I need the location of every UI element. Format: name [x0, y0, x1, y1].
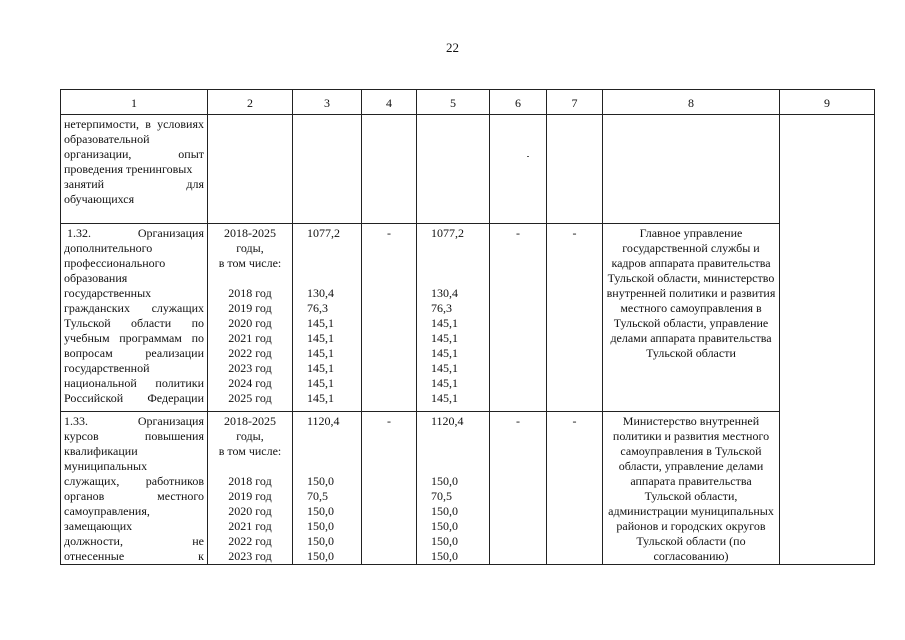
year-value: 150,0	[307, 504, 334, 518]
col6-cell: -	[490, 412, 547, 565]
description-line: для	[186, 177, 204, 191]
description-line: государственных	[64, 286, 152, 300]
year-label: 2018 год	[228, 474, 272, 488]
year-value: 145,1	[307, 346, 334, 360]
description-line: национальной политики	[64, 376, 204, 390]
period-cell	[208, 412, 293, 565]
program-table	[60, 89, 875, 565]
table-row	[61, 115, 875, 224]
description-line: 1.33. Организация	[64, 414, 204, 428]
header-col-4: 4	[362, 90, 417, 115]
col5-cell	[417, 115, 490, 224]
header-col-6: 6	[490, 90, 547, 115]
period-cell	[208, 115, 293, 224]
year-value: 150,0	[431, 474, 458, 488]
year-value: 150,0	[431, 534, 458, 548]
year-value: 150,0	[431, 549, 458, 563]
header-col-1: 1	[61, 90, 208, 115]
description-line: курсов повышения	[64, 429, 204, 443]
description-line: самоуправления,	[64, 504, 150, 518]
header-col-2: 2	[208, 90, 293, 115]
description-line: Тульской области по	[64, 316, 204, 330]
year-value: 150,0	[307, 549, 334, 563]
description-line: муниципальных	[64, 459, 148, 473]
period-cell	[208, 224, 293, 412]
col4-cell: -	[362, 224, 417, 412]
description-line: в условиях	[145, 117, 205, 131]
year-label: 2020 год	[228, 316, 272, 330]
year-label: 2022 год	[228, 534, 272, 548]
description-line: гражданских служащих	[64, 301, 204, 315]
year-value: 150,0	[431, 519, 458, 533]
description-line: органов местного	[64, 489, 204, 503]
period-line: 2018-2025	[224, 226, 276, 240]
responsible-cell	[603, 115, 780, 224]
year-label: 2021 год	[228, 331, 272, 345]
description-line: нетерпимости,	[64, 117, 140, 131]
total-value: 1120,4	[431, 414, 464, 428]
description-line: государственной	[64, 361, 150, 375]
col4-cell: -	[362, 412, 417, 565]
col7-cell	[547, 115, 603, 224]
year-value: 145,1	[307, 331, 334, 345]
year-value: 145,1	[307, 361, 334, 375]
year-value: 150,0	[307, 519, 334, 533]
year-label: 2019 год	[228, 301, 272, 315]
year-value: 145,1	[431, 361, 458, 375]
year-label: 2025 год	[228, 391, 272, 405]
responsible-cell: Главное управление государственной службы и кадров аппарата правительства Тульской области, министерство внутренней политики и развития местного самоуправления в Тульской области, управление делами аппарата правительства Тульской области	[603, 224, 780, 412]
description-line: учебным программам по	[64, 331, 204, 345]
table-row	[61, 412, 875, 565]
description-line: Российской Федерации	[64, 391, 204, 405]
description-line: замещающих	[64, 519, 133, 533]
year-value: 145,1	[307, 316, 334, 330]
description-line: образовательной	[64, 132, 150, 146]
total-value: 1120,4	[307, 414, 340, 428]
description-line: занятий	[64, 177, 105, 191]
description-line: вопросам реализации	[64, 346, 204, 360]
year-value: 76,3	[431, 301, 452, 315]
year-value: 150,0	[431, 504, 458, 518]
description-line: опыт	[178, 147, 204, 161]
col7-cell: -	[547, 412, 603, 565]
year-value: 145,1	[431, 391, 458, 405]
col4-cell	[362, 115, 417, 224]
col3-cell	[293, 115, 362, 224]
col3-cell	[293, 412, 362, 565]
year-value: 76,3	[307, 301, 328, 315]
col7-cell: -	[547, 224, 603, 412]
year-label: 2018 год	[228, 286, 272, 300]
year-label: 2024 год	[228, 376, 272, 390]
description-line: образования	[64, 271, 128, 285]
col6-cell: -	[490, 224, 547, 412]
description-cell	[61, 224, 208, 412]
year-value: 70,5	[431, 489, 452, 503]
description-cell	[61, 115, 208, 224]
description-line: отнесенные к	[64, 549, 204, 563]
period-line: годы,	[236, 429, 264, 443]
header-col-7: 7	[547, 90, 603, 115]
year-label: 2023 год	[228, 361, 272, 375]
header-row	[61, 90, 875, 115]
col6-cell	[490, 115, 547, 224]
year-label: 2023 год	[228, 549, 272, 563]
year-value: 145,1	[431, 346, 458, 360]
col3-cell	[293, 224, 362, 412]
col5-cell	[417, 224, 490, 412]
table-row	[61, 224, 875, 412]
col9-cell	[780, 115, 875, 565]
description-line: должности, не	[64, 534, 204, 548]
year-value: 130,4	[307, 286, 334, 300]
year-value: 145,1	[431, 376, 458, 390]
col5-cell	[417, 412, 490, 565]
year-value: 145,1	[431, 316, 458, 330]
description-line: дополнительного	[64, 241, 153, 255]
description-line: обучающихся	[64, 192, 135, 206]
year-label: 2019 год	[228, 489, 272, 503]
year-label: 2020 год	[228, 504, 272, 518]
year-value: 145,1	[307, 391, 334, 405]
description-line: квалификации	[64, 444, 138, 458]
header-col-8: 8	[603, 90, 780, 115]
total-value: 1077,2	[307, 226, 340, 240]
description-line: проведения тренинговых	[64, 162, 193, 176]
year-label: 2022 год	[228, 346, 272, 360]
year-value: 70,5	[307, 489, 328, 503]
year-value: 150,0	[307, 534, 334, 548]
year-value: 145,1	[431, 331, 458, 345]
period-line: 2018-2025	[224, 414, 276, 428]
total-value: 1077,2	[431, 226, 464, 240]
year-value: 130,4	[431, 286, 458, 300]
year-label: 2021 год	[228, 519, 272, 533]
year-value: 145,1	[307, 376, 334, 390]
description-line: служащих, работников	[64, 474, 204, 488]
description-line: профессионального	[64, 256, 166, 270]
year-value: 150,0	[307, 474, 334, 488]
header-col-9: 9	[780, 90, 875, 115]
description-cell	[61, 412, 208, 565]
period-line: в том числе:	[218, 444, 282, 458]
period-line: годы,	[236, 241, 264, 255]
description-line: 1.32. Организация	[67, 226, 204, 240]
description-line: организации,	[64, 147, 132, 161]
period-line: в том числе:	[218, 256, 282, 270]
header-col-3: 3	[293, 90, 362, 115]
header-col-5: 5	[417, 90, 490, 115]
responsible-cell: Министерство внутренней политики и развития местного самоуправления в Тульской области, управление делами аппарата правительства Тульской области, администрации муниципальных районов и городских округов Тульской области (по согласованию)	[603, 412, 780, 565]
page-number: 22	[446, 40, 459, 55]
